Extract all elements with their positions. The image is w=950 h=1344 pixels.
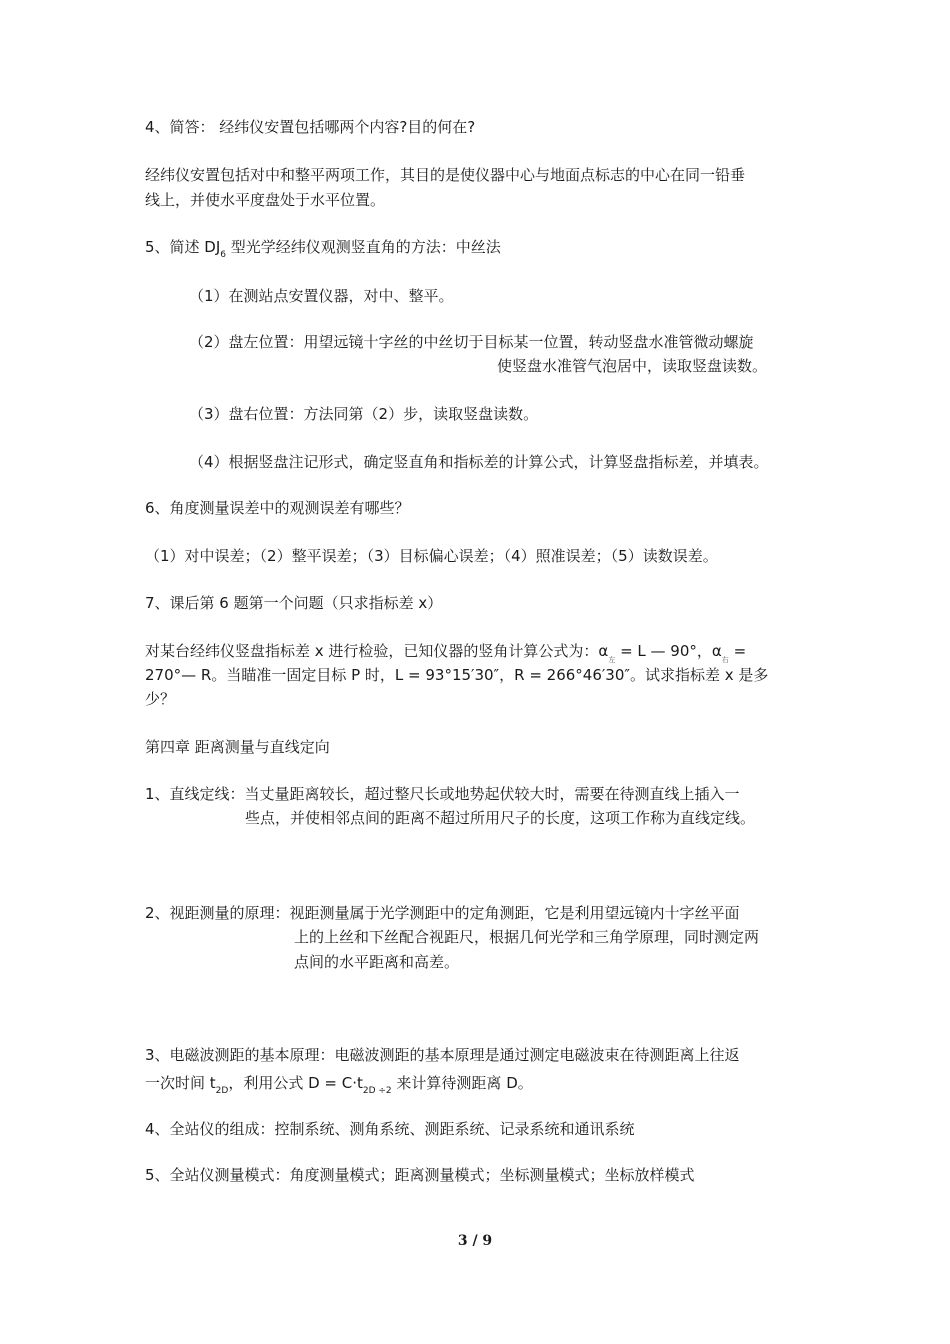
q5-title-sub: 6 [220, 250, 227, 260]
c4-line: 4、全站仪的组成：控制系统、测角系统、测距系统、记录系统和通讯系统 [145, 1120, 635, 1138]
c1-line-2: 些点，并使相邻点间的距离不超过所用尺子的长度，这项工作称为直线定线。 [245, 809, 756, 827]
c2-line-1: 2、视距测量的原理：视距测量属于光学测距中的定角测距，它是利用望远镜内十字丝平面 [145, 904, 740, 922]
c3-sub-2d-div2: 2D ÷2 [362, 1086, 392, 1096]
c3-line-2-b: ，利用公式 D = C·t [228, 1074, 363, 1092]
q5-title-post: 型光学经纬仪观测竖直角的方法：中丝法 [226, 238, 501, 256]
c3-line-2-a: 一次时间 t [145, 1074, 216, 1092]
q4-answer-line-2: 线上，并使水平度盘处于水平位置。 [145, 191, 386, 209]
q7-line-1-b: = L — 90°，α [615, 642, 722, 660]
q7-line-2: 270°— R。当瞄准一固定目标 P 时，L = 93°15′30″，R = 266°46′30″。试求指标差 x 是多 [145, 666, 769, 684]
q7-title: 7、课后第 6 题第一个问题（只求指标差 x） [145, 594, 443, 612]
q5-title-pre: 5、简述 DJ [145, 238, 221, 256]
c3-sub-2d: 2D [215, 1086, 229, 1096]
q5-title [145, 236, 501, 266]
q4-title: 4、简答： 经纬仪安置包括哪两个内容?目的何在? [145, 118, 476, 136]
c5-line: 5、全站仪测量模式：角度测量模式；距离测量模式；坐标测量模式；坐标放样模式 [145, 1166, 695, 1184]
q7-line-1-c: = [728, 642, 747, 660]
c1-line-1: 1、直线定线：当丈量距离较长，超过整尺长或地势起伏较大时，需要在待测直线上插入一 [145, 785, 740, 803]
q4-answer-line-1: 经纬仪安置包括对中和整平两项工作，其目的是使仪器中心与地面点标志的中心在同一铅垂 [145, 166, 746, 184]
q5-step-1: （1）在测站点安置仪器，对中、整平。 [189, 287, 454, 305]
c3-line-1: 3、电磁波测距的基本原理：电磁波测距的基本原理是通过测定电磁波束在待测距离上往返 [145, 1046, 740, 1064]
q6-title: 6、角度测量误差中的观测误差有哪些？ [145, 499, 410, 517]
q7-line-3: 少？ [145, 690, 176, 708]
chapter-4-title: 第四章 距离测量与直线定向 [145, 738, 330, 756]
q5-step-2-line-1: （2）盘左位置：用望远镜十字丝的中丝切于目标某一位置，转动竖盘水准管微动螺旋 [189, 333, 754, 351]
q5-step-3: （3）盘右位置：方法同第（2）步，读取竖盘读数。 [189, 405, 539, 423]
c2-line-2: 上的上丝和下丝配合视距尺，根据几何光学和三角学原理，同时测定两 [294, 928, 760, 946]
c3-line-2-c: 来计算待测距离 D。 [391, 1074, 533, 1092]
q7-sub-right: 右 [721, 656, 729, 664]
c3-line-2 [145, 1072, 533, 1102]
q5-step-4: （4）根据竖盘注记形式，确定竖直角和指标差的计算公式，计算竖盘指标差，并填表。 [189, 453, 769, 471]
q7-sub-left: 左 [608, 656, 616, 664]
c2-line-3: 点间的水平距离和高差。 [294, 953, 460, 971]
q7-line-1-a: 对某台经纬仪竖盘指标差 x 进行检验，已知仪器的竖角计算公式为：α [145, 642, 609, 660]
page-number: 3 / 9 [457, 1233, 493, 1249]
q6-answer: （1）对中误差；（2）整平误差；（3）目标偏心误差；（4）照准误差；（5）读数误差。 [145, 547, 718, 565]
q5-step-2-line-2: 使竖盘水准管气泡居中，读取竖盘读数。 [497, 357, 768, 375]
